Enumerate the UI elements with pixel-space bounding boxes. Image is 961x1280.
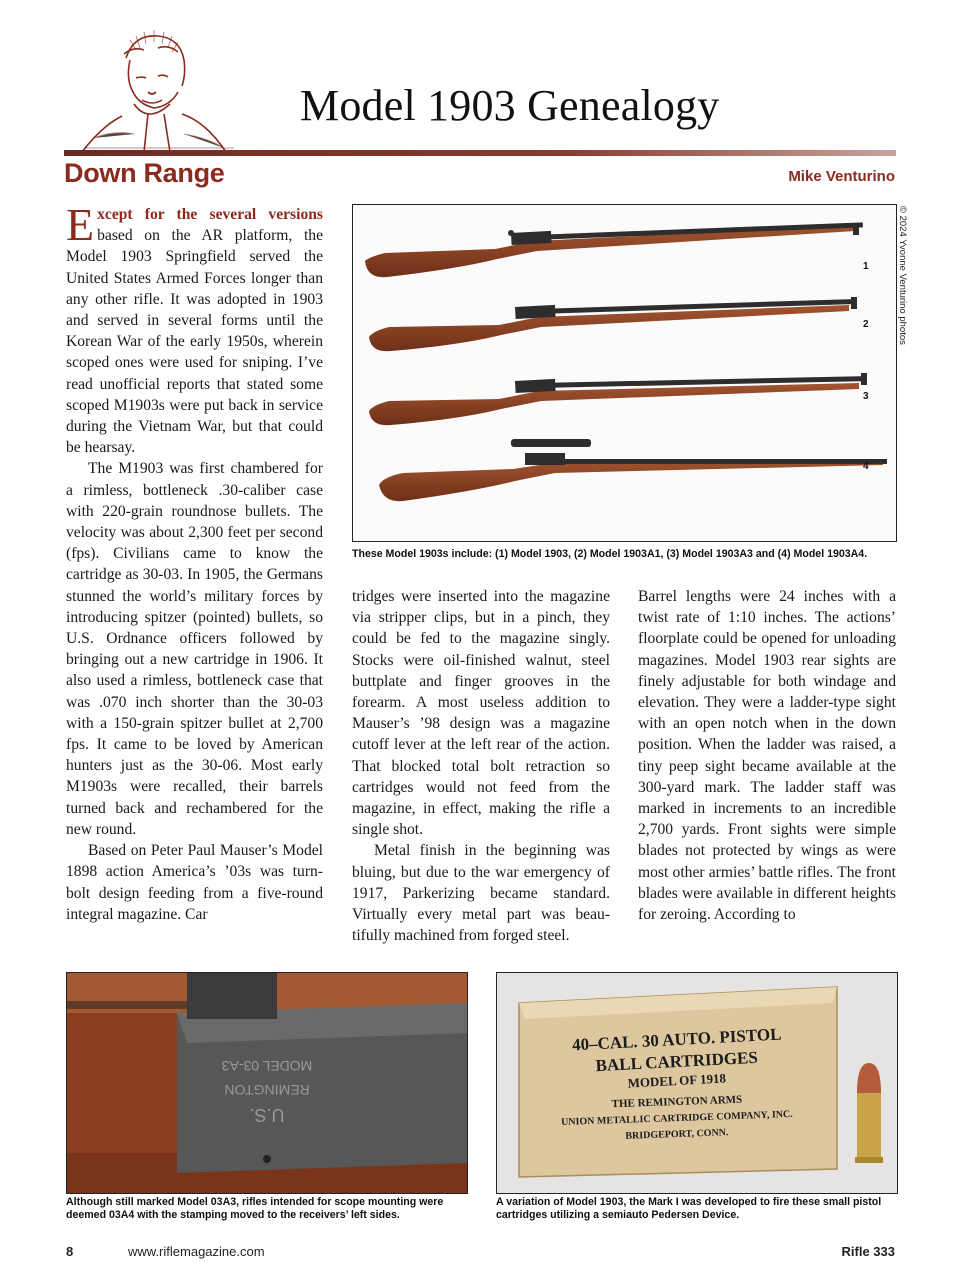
box-line-3: MODEL OF 1918: [627, 1070, 727, 1091]
title-rule: [64, 150, 896, 156]
page-number: 8: [66, 1244, 74, 1259]
article-column-1: [66, 199, 323, 925]
cartridge-box-photo: [496, 972, 898, 1194]
rifle-label-2: 2: [863, 319, 869, 330]
photo-credit-text: © 2024 Yvonne Venturino photos: [897, 206, 908, 345]
box-line-2: BALL CARTRIDGES: [595, 1047, 759, 1076]
photo-credit: [896, 206, 910, 376]
paragraph: [66, 199, 323, 458]
paragraph: tridges were inserted into the magazine via stripper clips, but in a pinch, they could be fed to the magazine singly. Stocks were oil-finished walnut, steel buttplate and finger grooves in the forearm. A most useless addition to Mauser’s ’98 design was a magazine cutoff lever at the left rear of the action. That blocked total bolt retraction so cartridges would not feed from the magazine, in effect, making the rifle a single shot.: [352, 588, 610, 839]
paragraph: Metal finish in the beginning was bluing, but due to the war emergency of 1917, Parkerizing became standard. Virtually every metal part was beautifully machined from forged steel.: [352, 842, 610, 945]
rifle-label-1: 1: [863, 261, 869, 272]
receiver-illustration: [67, 973, 467, 1193]
box-line-1: 40–CAL. 30 AUTO. PISTOL: [571, 1024, 782, 1055]
paragraph: The M1903 was first chambered for a rimless, bottleneck .30-caliber case with 220-grain roundnose bullets. The velocity was about 2,300 feet per second (fps). Civilians came to know the cartridge as 30-03. In 1905, the Germans stunned the world’s military forces by introducing spitzer (pointed) bullets, so U.S. Ordnance officers followed by bringing out a new cartridge in 1906. It also used a rimless, bottleneck case that was .070 inch shorter than the 30-03 with a 150-grain spitzer bullet at 2,700 fps. It came to be loved by American hunters just as the 30-06. Most early M1903s were recalled, their barrels turned back and rechambered for the new round.: [66, 460, 323, 838]
box-line-5: UNION METALLIC CARTRIDGE COMPANY, INC.: [560, 1108, 793, 1129]
article-column-2: [352, 586, 610, 946]
lead-in: xcept for the several versions: [97, 206, 323, 223]
rifle-label-4: 4: [863, 461, 869, 472]
article-column-3: [638, 586, 896, 925]
rifle-2: [369, 297, 857, 351]
rifle-1: [365, 222, 863, 277]
paragraph-text: based on the AR platform, the Model 1903 Springfield served the United States Armed Forces longer than any other rifle. It was adopted in 1903 and served in several forms until the Korean War of the early 1950s, wherein scoped ones were used for sniping. I’ve read unofficial reports that stated some scoped M1903s were put back in service during the Vietnam War, but that could be hearsay.: [66, 227, 323, 457]
stamp-us: U.S.: [249, 1105, 285, 1125]
article-title: Model 1903 Genealogy: [300, 81, 720, 130]
paragraph: Barrel lengths were 24 inches with a twist rate of 1:10 inches. The actions’ floorplate could be opened for unloading magazines. Model 1903 rear sights are finely adjustable for both windage and elevation. They were a ladder-type sight with an open notch when in the down position. When the ladder was raised, a tiny peep sight became available at the 300-yard mark. The ladder staff was marked in increments to an incredible 2,700 yards. Front sights were simple blades not protected by wings as were most other armies’ battle rifles. The front blades were available in different heights for zeroing. According to: [638, 588, 896, 924]
website-url[interactable]: www.riflemagazine.com: [128, 1244, 265, 1259]
section-name: Down Range: [64, 158, 225, 188]
rifle-label-3: 3: [863, 391, 869, 402]
right-photo-caption: A variation of Model 1903, the Mark I was developed to fire these small pistol cartridges utilizing a semiauto Pedersen Device.: [496, 1196, 882, 1221]
cartridge-box-illustration: [497, 973, 897, 1193]
issue-label: Rifle 333: [841, 1244, 895, 1259]
pistol-cartridge: [855, 1063, 883, 1163]
receiver-stamp-photo: [66, 972, 468, 1194]
rifles-photo: [352, 204, 897, 542]
drop-cap: E: [66, 199, 95, 250]
box-line-4: THE REMINGTON ARMS: [611, 1093, 743, 1111]
author-portrait-sketch: [64, 18, 244, 158]
author-byline: Mike Venturino: [788, 168, 895, 185]
left-photo-caption: Although still marked Model 03A3, rifles intended for scope mounting were deemed 03A4 with the stamping moved to the receivers’ left sides.: [66, 1196, 444, 1221]
top-photo-caption: These Model 1903s include: (1) Model 1903, (2) Model 1903A1, (3) Model 1903A3 and (4) Model 1903A4.: [352, 548, 868, 560]
box-line-6: BRIDGEPORT, CONN.: [625, 1127, 729, 1142]
rifle-3: [369, 373, 867, 425]
rifle-4: [379, 439, 887, 501]
rifles-illustration: [353, 205, 896, 541]
paragraph: Based on Peter Paul Mauser’s Model 1898 action America’s ’03s was turn-bolt design feeding from a five-round integral magazine. Car: [66, 842, 323, 923]
stamp-maker: REMINGTON: [224, 1082, 310, 1098]
stamp-model: MODEL 03-A3: [221, 1058, 313, 1074]
